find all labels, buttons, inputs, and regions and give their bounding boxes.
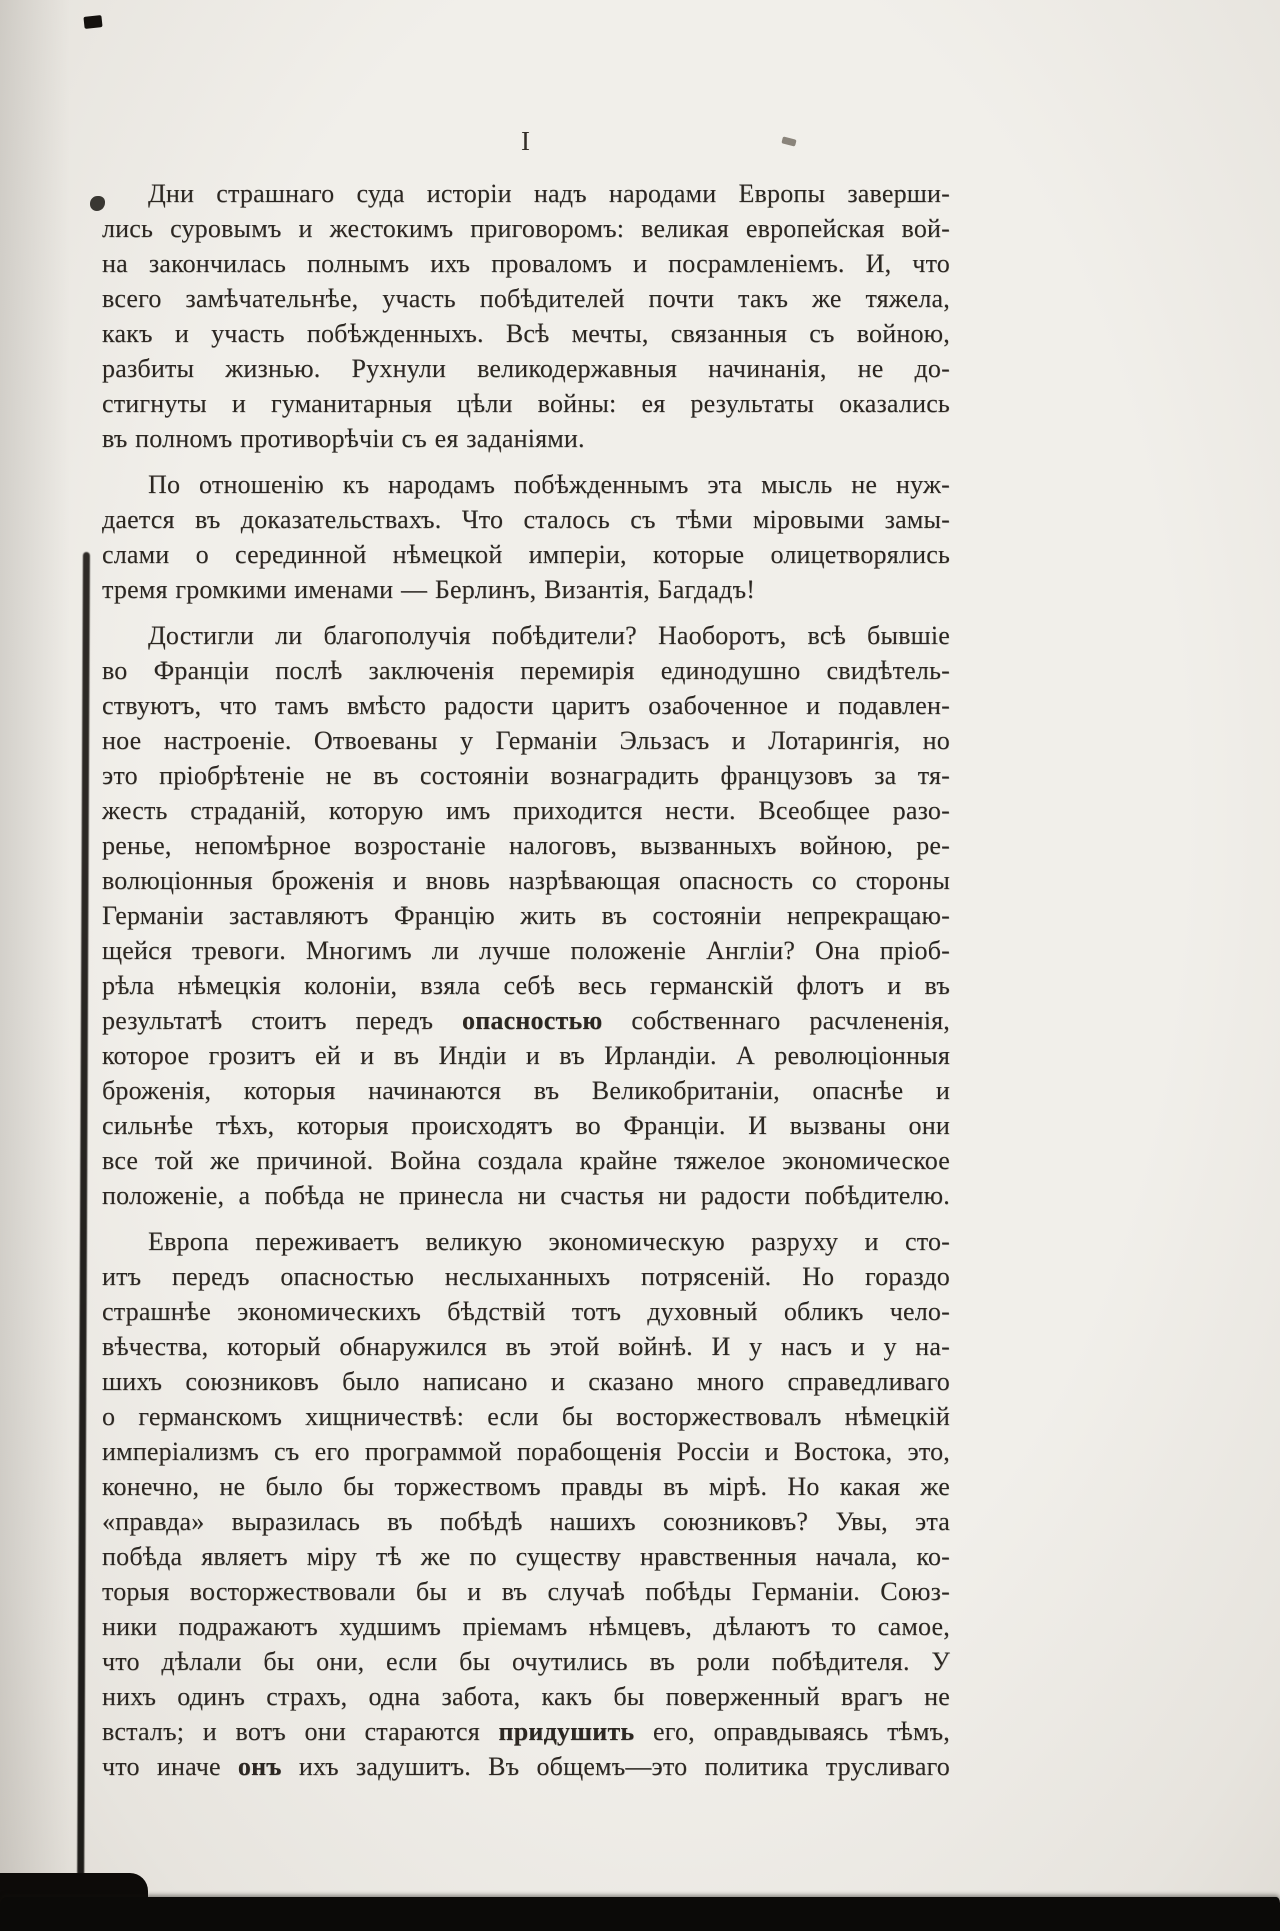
text-line: конечно, не было бы торжествомъ правды въ мірѣ. Но какая же [102, 1472, 950, 1501]
text-line: что дѣлали бы они, если бы очутились въ роли побѣдителя. У [102, 1647, 950, 1676]
text-line: это пріобрѣтеніе не въ состояніи вознаградить французовъ за тя- [102, 761, 950, 790]
text-line: ное настроеніе. Отвоеваны у Германіи Эльзасъ и Лотарингія, но [102, 726, 950, 755]
text-line: въ полномъ противорѣчіи съ ея заданіями. [102, 424, 585, 453]
text-segment: всталъ; и вотъ они стараются [102, 1717, 499, 1746]
text-line: ствуютъ, что тамъ вмѣсто радости царитъ озабоченное и подавлен- [102, 691, 950, 720]
emphasized-word: онъ [237, 1752, 282, 1781]
text-line: имперіализмъ съ его программой порабощенія Россіи и Востока, это, [102, 1437, 950, 1466]
text-line: положеніе, а побѣда не принесла ни счастья ни радости побѣдителю. [102, 1181, 950, 1210]
text-line: волюціонныя броженія и вновь назрѣвающая опасность со стороны [102, 866, 950, 895]
text-line: По отношенію къ народамъ побѣжденнымъ эта мысль не нуж- [148, 470, 950, 499]
text-line: торыя восторжествовали бы и въ случаѣ побѣды Германіи. Союз- [102, 1577, 950, 1606]
text-segment: что иначе [102, 1752, 238, 1781]
text-line: о германскомъ хищничествѣ: если бы восторжествовалъ нѣмецкій [102, 1402, 950, 1431]
text-line: Германіи заставляютъ Францію жить въ состояніи непрекращаю- [102, 901, 950, 930]
paragraph [102, 467, 950, 607]
text-line: на закончилась полнымъ ихъ проваломъ и посрамленіемъ. И, что [102, 249, 950, 278]
text-line: «правда» выразилась въ побѣдѣ нашихъ союзниковъ? Увы, эта [102, 1507, 950, 1536]
text-line: тремя громкими именами — Берлинъ, Византія, Багдадъ! [102, 575, 756, 604]
page-number: I [521, 126, 531, 156]
scan-crease-line [77, 552, 90, 1900]
text-line: Дни страшнаго суда исторіи надъ народами Европы заверши- [148, 179, 950, 208]
emphasized-word: опасностью [462, 1006, 603, 1035]
paragraph [102, 1224, 950, 1784]
text-line: итъ передъ опасностью неслыханныхъ потрясеній. Но гораздо [102, 1262, 950, 1291]
paragraph [102, 176, 950, 456]
page-text [102, 176, 950, 1784]
emphasized-word: придушить [498, 1717, 635, 1746]
text-line: всего замѣчательнѣе, участь побѣдителей почти такъ же тяжела, [102, 284, 950, 313]
text-line [102, 1714, 950, 1749]
text-line: вѣчества, который обнаружился въ этой войнѣ. И у насъ и у на- [102, 1332, 950, 1361]
text-line: слами о серединной нѣмецкой имперіи, которые олицетворялись [102, 540, 950, 569]
text-segment: собственнаго расчлененія, [602, 1006, 950, 1035]
text-line: нихъ одинъ страхъ, одна забота, какъ бы поверженный врагъ не [102, 1682, 950, 1711]
text-line: рѣла нѣмецкія колоніи, взяла себѣ весь германскій флотъ и въ [102, 971, 950, 1000]
text-line: Достигли ли благополучія побѣдители? Наоборотъ, всѣ бывшіе [148, 621, 950, 650]
text-line: какъ и участь побѣжденныхъ. Всѣ мечты, связанныя съ войною, [102, 319, 950, 348]
text-line: Европа переживаетъ великую экономическую разруху и сто- [148, 1227, 950, 1256]
text-line: ренье, непомѣрное возростаніе налоговъ, вызванныхъ войною, ре- [102, 831, 950, 860]
text-line: во Франціи послѣ заключенія перемирія единодушно свидѣтель- [102, 656, 950, 685]
text-line: все той же причиной. Война создала крайне тяжелое экономическое [102, 1146, 950, 1175]
text-segment: ихъ задушитъ. Въ общемъ—это политика трусливаго [281, 1752, 950, 1781]
scan-artifact-bottom-bar [0, 1897, 1280, 1931]
text-line: побѣда являетъ міру тѣ же по существу нравственныя начала, ко- [102, 1542, 950, 1571]
paragraph [102, 618, 950, 1213]
scan-artifact-top-left [83, 15, 102, 29]
text-line: лись суровымъ и жестокимъ приговоромъ: великая европейская вой- [102, 214, 950, 243]
text-line [102, 1749, 950, 1784]
scan-artifact-bottom-left [0, 1873, 148, 1931]
text-line: дается въ доказательствахъ. Что сталось съ тѣми міровыми замы- [102, 505, 950, 534]
scan-edge-shadow [0, 0, 70, 1931]
text-segment: результатѣ стоитъ передъ [102, 1006, 463, 1035]
text-line: стигнуты и гуманитарныя цѣли войны: ея результаты оказались [102, 389, 950, 418]
text-line [102, 1003, 950, 1038]
text-line: страшнѣе экономическихъ бѣдствій тотъ духовный обликъ чело- [102, 1297, 950, 1326]
text-line: сильнѣе тѣхъ, которыя происходятъ во Франціи. И вызваны они [102, 1111, 950, 1140]
text-line: шихъ союзниковъ было написано и сказано много справедливаго [102, 1367, 950, 1396]
text-segment: его, оправдываясь тѣмъ, [634, 1717, 950, 1746]
text-line: щейся тревоги. Многимъ ли лучше положеніе Англіи? Она пріоб- [102, 936, 950, 965]
text-line: которое грозитъ ей и въ Индіи и въ Ирландіи. А революціонныя [102, 1041, 950, 1070]
text-line: броженія, которыя начинаются въ Великобританіи, опаснѣе и [102, 1076, 950, 1105]
text-line: разбиты жизнью. Рухнули великодержавныя начинанія, не до- [102, 354, 950, 383]
text-line: жесть страданій, которую имъ приходится нести. Всеобщее разо- [102, 796, 950, 825]
text-line: ники подражаютъ худшимъ пріемамъ нѣмцевъ, дѣлаютъ то самое, [102, 1612, 950, 1641]
